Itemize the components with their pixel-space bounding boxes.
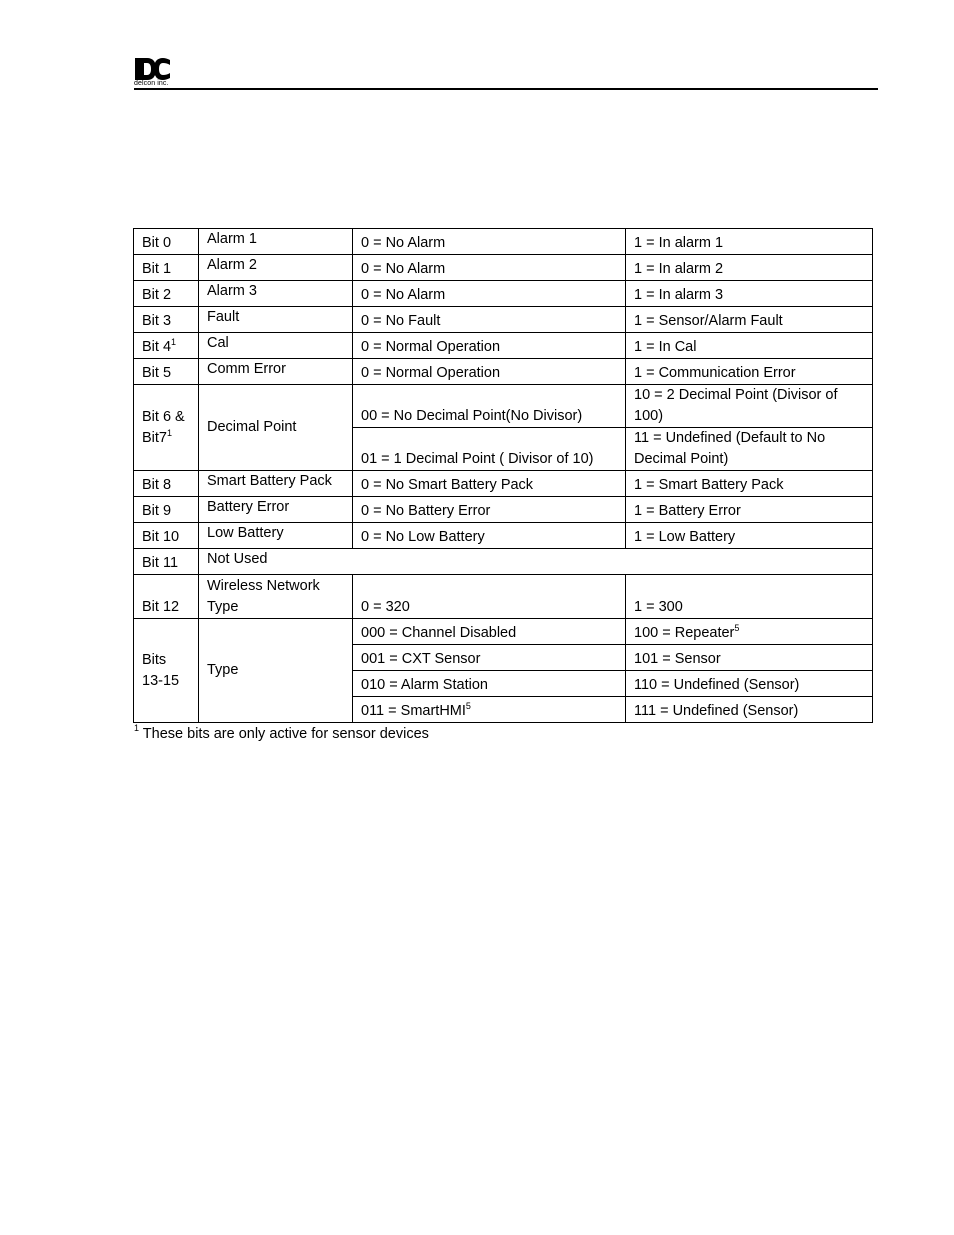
footnote-ref: 5 [465, 701, 471, 711]
footnote-ref: 1 [171, 337, 177, 347]
bit-cell: Bit 1 [134, 255, 199, 281]
table-row [134, 359, 873, 385]
value-one-cell: 110 = Undefined (Sensor) [626, 671, 873, 697]
name-cell: Alarm 3 [199, 281, 353, 307]
bit-cell: Bit 9 [134, 497, 199, 523]
value-zero-cell [353, 697, 626, 723]
footnote [134, 724, 429, 744]
table-row [134, 619, 873, 645]
value-one-cell: 1 = Smart Battery Pack [626, 471, 873, 497]
value-zero-cell: 01 = 1 Decimal Point ( Divisor of 10) [353, 428, 626, 471]
header-rule [134, 88, 878, 90]
value-one-cell: 1 = Sensor/Alarm Fault [626, 307, 873, 333]
bit-cell: Bit 11 [134, 549, 199, 575]
name-cell: Not Used [199, 549, 873, 575]
value-zero-cell: 00 = No Decimal Point(No Divisor) [353, 385, 626, 428]
bit-cell [134, 333, 199, 359]
value-one-cell: 111 = Undefined (Sensor) [626, 697, 873, 723]
table-row [134, 471, 873, 497]
bit-cell: Bit 3 [134, 307, 199, 333]
value-zero-cell: 0 = No Alarm [353, 229, 626, 255]
table-row [134, 385, 873, 428]
value-zero-cell: 0 = 320 [353, 575, 626, 619]
logo-caption: delcon inc. [134, 80, 169, 87]
table-row [134, 281, 873, 307]
value-one-cell: 10 = 2 Decimal Point (Divisor of 100) [626, 385, 873, 428]
value-one-cell: 1 = Low Battery [626, 523, 873, 549]
table-row [134, 523, 873, 549]
name-cell: Cal [199, 333, 353, 359]
bit-definition-table [133, 228, 873, 723]
value-one-cell: 1 = Battery Error [626, 497, 873, 523]
table-row [134, 229, 873, 255]
bit-label: Bit 4 [142, 339, 172, 355]
value-one-cell: 1 = 300 [626, 575, 873, 619]
name-cell: Low Battery [199, 523, 353, 549]
table-row [134, 333, 873, 359]
name-cell: Decimal Point [199, 385, 353, 471]
footnote-text: These bits are only active for sensor devices [142, 726, 429, 742]
value-one-cell [626, 619, 873, 645]
table-row [134, 575, 873, 619]
table-row [134, 307, 873, 333]
name-cell: Wireless Network Type [199, 575, 353, 619]
bit-cell: Bit 10 [134, 523, 199, 549]
bit-cell: Bit 2 [134, 281, 199, 307]
value-one-cell: 101 = Sensor [626, 645, 873, 671]
value-zero-cell: 000 = Channel Disabled [353, 619, 626, 645]
table-row [134, 255, 873, 281]
name-cell: Alarm 1 [199, 229, 353, 255]
value-zero-cell: 0 = No Low Battery [353, 523, 626, 549]
value-text: 100 = Repeater [634, 625, 735, 641]
value-one-cell: 1 = Communication Error [626, 359, 873, 385]
name-cell: Fault [199, 307, 353, 333]
name-cell: Smart Battery Pack [199, 471, 353, 497]
value-one-cell: 1 = In Cal [626, 333, 873, 359]
value-zero-cell: 010 = Alarm Station [353, 671, 626, 697]
value-zero-cell: 0 = No Battery Error [353, 497, 626, 523]
value-zero-cell: 001 = CXT Sensor [353, 645, 626, 671]
bit-cell [134, 385, 199, 471]
value-zero-cell: 0 = No Alarm [353, 255, 626, 281]
footnote-ref: 1 [167, 427, 173, 438]
footnote-marker: 1 [134, 723, 140, 733]
name-cell: Battery Error [199, 497, 353, 523]
bit-cell: Bit 0 [134, 229, 199, 255]
bit-cell: Bits 13-15 [134, 619, 199, 723]
footnote-ref: 5 [734, 623, 740, 633]
name-cell: Type [199, 619, 353, 723]
bit-cell: Bit 5 [134, 359, 199, 385]
value-zero-cell: 0 = No Fault [353, 307, 626, 333]
name-cell: Comm Error [199, 359, 353, 385]
value-one-cell: 1 = In alarm 1 [626, 229, 873, 255]
name-cell: Alarm 2 [199, 255, 353, 281]
value-zero-cell: 0 = No Alarm [353, 281, 626, 307]
bit-cell: Bit 8 [134, 471, 199, 497]
value-text: 011 = SmartHMI [361, 703, 466, 719]
value-zero-cell: 0 = Normal Operation [353, 333, 626, 359]
table-row [134, 549, 873, 575]
table-row [134, 497, 873, 523]
bit-label: Bit 6 & Bit7 [142, 408, 185, 446]
bit-cell: Bit 12 [134, 575, 199, 619]
value-one-cell: 1 = In alarm 3 [626, 281, 873, 307]
value-zero-cell: 0 = No Smart Battery Pack [353, 471, 626, 497]
value-one-cell: 11 = Undefined (Default to No Decimal Point) [626, 428, 873, 471]
value-one-cell: 1 = In alarm 2 [626, 255, 873, 281]
value-zero-cell: 0 = Normal Operation [353, 359, 626, 385]
